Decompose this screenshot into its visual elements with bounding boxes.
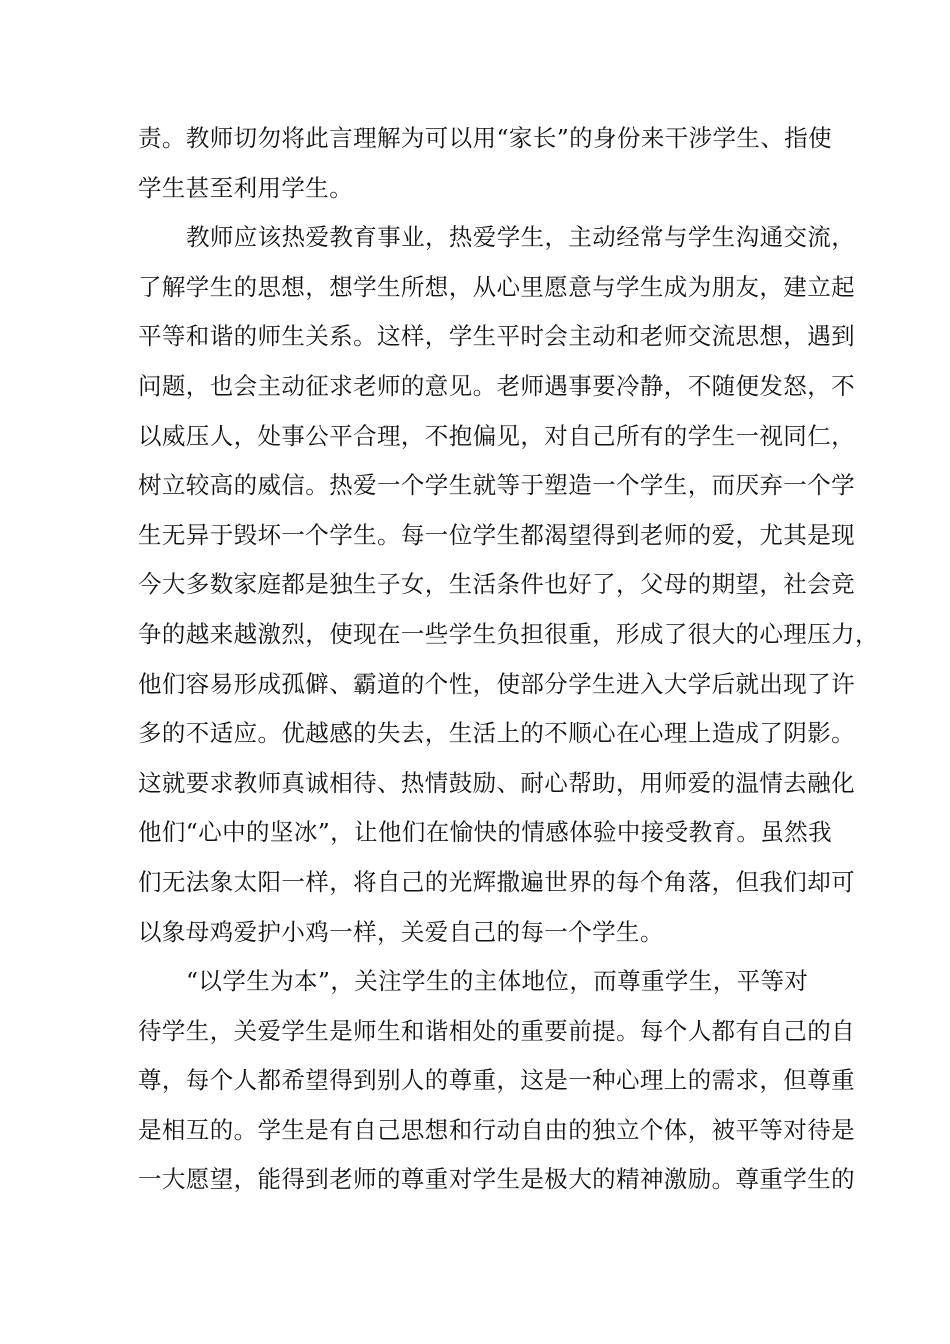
- text-line: 树立较高的威信。热爱一个学生就等于塑造一个学生，而厌弃一个学: [138, 471, 855, 500]
- text-line: 责。教师切勿将此言理解为可以用“家长”的身份来干涉学生、指使: [138, 124, 833, 152]
- text-line: 这就要求教师真诚相待、热情鼓励、耐心帮助，用师爱的温情去融化: [138, 768, 855, 797]
- paragraph-3: [138, 963, 855, 1211]
- text-line-first: 教师应该热爱教育事业，热爱学生，主动经常与学生沟通交流，: [186, 223, 856, 252]
- paragraph-1: [138, 120, 833, 219]
- text-line: 多的不适应。优越感的失去，生活上的不顺心在心理上造成了阴影。: [138, 719, 855, 748]
- text-line: 生无异于毁坏一个学生。每一位学生都渴望得到老师的爱，尤其是现: [138, 520, 855, 549]
- body-text: [138, 120, 879, 1211]
- text-line: 们无法象太阳一样，将自己的光辉撒遍世界的每个角落，但我们却可: [138, 867, 855, 896]
- text-line: 争的越来越激烈，使现在一些学生负担很重，形成了很大的心理压力，: [138, 619, 879, 648]
- text-line: 尊，每个人都希望得到别人的尊重，这是一种心理上的需求，但尊重: [138, 1066, 855, 1095]
- text-line: 以象母鸡爱护小鸡一样，关爱自己的每一个学生。: [138, 917, 664, 946]
- text-line-first: “以学生为本”，关注学生的主体地位，而尊重学生，平等对: [186, 967, 809, 996]
- text-line: 一大愿望，能得到老师的尊重对学生是极大的精神激励。尊重学生的: [138, 1165, 855, 1194]
- text-line: 以威压人，处事公平合理，不抱偏见，对自己所有的学生一视同仁，: [138, 421, 855, 450]
- text-line: 他们容易形成孤僻、霸道的个性，使部分学生进入大学后就出现了许: [138, 669, 855, 698]
- text-line: 问题，也会主动征求老师的意见。老师遇事要冷静，不随便发怒，不: [138, 371, 855, 400]
- paragraph-2: [138, 219, 879, 963]
- text-line: 了解学生的思想，想学生所想，从心里愿意与学生成为朋友，建立起: [138, 272, 855, 301]
- text-line: 学生甚至利用学生。: [138, 173, 354, 202]
- text-line: 待学生，关爱学生是师生和谐相处的重要前提。每个人都有自己的自: [138, 1016, 855, 1045]
- text-line: 平等和谐的师生关系。这样，学生平时会主动和老师交流思想，遇到: [138, 322, 855, 351]
- text-line: 他们“心中的坚冰”，让他们在愉快的情感体验中接受教育。虽然我: [138, 818, 833, 847]
- text-line: 今大多数家庭都是独生子女，生活条件也好了，父母的期望，社会竞: [138, 570, 855, 599]
- text-line: 是相互的。学生是有自己思想和行动自由的独立个体，被平等对待是: [138, 1115, 855, 1144]
